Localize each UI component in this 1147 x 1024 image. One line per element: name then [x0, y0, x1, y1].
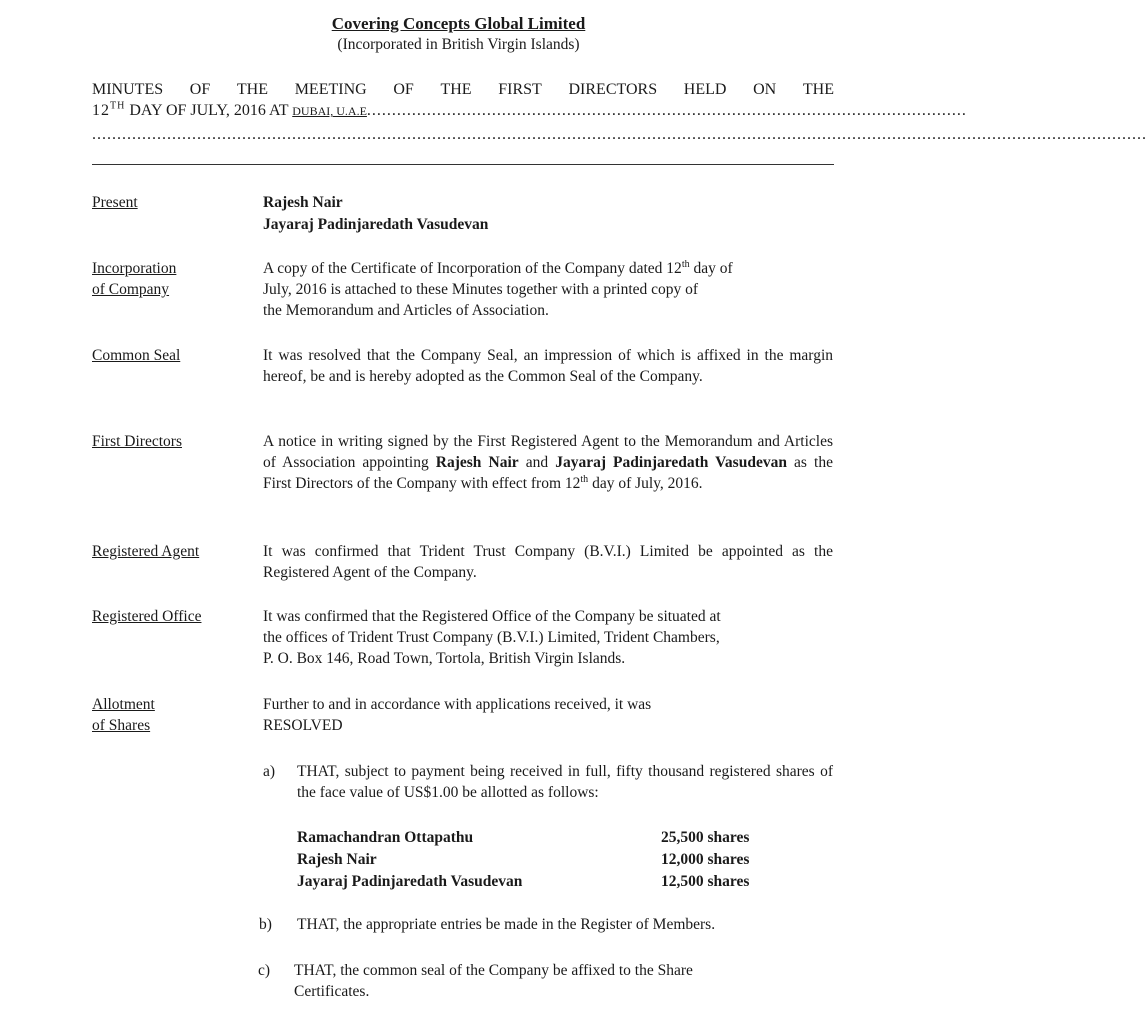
incorporation-text-a: A copy of the Certificate of Incorporation of the Company dated 12 [263, 260, 682, 277]
first-directors-name-2: Jayaraj Padinjaredath Vasudevan [555, 454, 787, 471]
heading-word: DIRECTORS [568, 81, 658, 98]
meeting-date-day: 12 [92, 102, 110, 119]
first-directors-text-d: day of July, 2016. [588, 475, 703, 492]
registered-office-line2: the offices of Trident Trust Company (B.V.I.) Limited, Trident Chambers, [263, 629, 720, 646]
label-incorporation-2: of Company [92, 281, 170, 298]
allottee-name: Ramachandran Ottapathu [297, 829, 474, 846]
first-directors-sup: th [580, 473, 589, 485]
heading-word: THE [802, 81, 834, 98]
heading-word: ON [753, 81, 777, 98]
item-b-text: THAT, the appropriate entries be made in the Register of Members. [297, 916, 716, 933]
label-present: Present [92, 194, 138, 211]
label-allotment: Allotment [92, 696, 155, 713]
incorporation-text-b: day of [689, 260, 733, 277]
heading-word: OF [393, 81, 414, 98]
meeting-place: DUBAI, U.A.E [292, 104, 367, 118]
company-title: Covering Concepts Global Limited [331, 14, 586, 33]
first-directors-text-a: A notice in writing signed by the First Registered Agent to the Memorandum and Articles of Association appointing [263, 433, 833, 471]
incorporation-text-line3: the Memorandum and Articles of Association. [263, 302, 549, 319]
item-a-text: THAT, subject to payment being received in full, fifty thousand registered shares of the face value of US$1.00 be allotted as follows: [297, 763, 833, 801]
first-directors-text-b: and [518, 454, 556, 471]
heading-word: MEETING [294, 81, 367, 98]
incorporation-text-line2: July, 2016 is attached to these Minutes together with a printed copy of [263, 281, 699, 298]
present-name-2: Jayaraj Padinjaredath Vasudevan [263, 216, 489, 233]
meeting-date-rest: DAY OF JULY, 2016 AT [125, 102, 293, 119]
heading-word: HELD [683, 81, 727, 98]
registered-office-line3: P. O. Box 146, Road Town, Tortola, British Virgin Islands. [263, 650, 626, 667]
first-directors-text [263, 431, 833, 494]
first-directors-text-c: as the First Directors of the Company with effect from 12 [263, 454, 833, 492]
common-seal-text: It was resolved that the Company Seal, an impression of which is affixed in the margin hereof, be and is hereby adopted as the Common Seal of the Company. [263, 347, 833, 385]
label-registered-office: Registered Office [92, 608, 202, 625]
meeting-date-sup: TH [110, 100, 126, 112]
heading-word: THE [236, 81, 269, 98]
heading-word: MINUTES [92, 81, 164, 98]
present-name-1: Rajesh Nair [263, 194, 343, 211]
allottee-shares: 12,500 shares [661, 873, 750, 890]
incorporation-text-line1 [263, 258, 833, 279]
item-c-line1: THAT, the common seal of the Company be affixed to the Share [294, 962, 693, 979]
allotment-intro-line1: Further to and in accordance with applications received, it was [263, 696, 652, 713]
label-allotment-2: of Shares [92, 717, 151, 734]
label-common-seal: Common Seal [92, 347, 181, 364]
item-b-letter: b) [259, 916, 272, 933]
allottee-name: Jayaraj Padinjaredath Vasudevan [297, 873, 523, 890]
heading-word: OF [189, 81, 211, 98]
heading-word: THE [440, 81, 472, 98]
item-a-letter: a) [263, 763, 276, 780]
heading-divider [92, 164, 834, 165]
label-first-directors: First Directors [92, 433, 182, 450]
label-incorporation: Incorporation [92, 260, 177, 277]
incorporation-sup: th [681, 258, 690, 270]
dotted-fill: ........................................................................................................................ [366, 102, 967, 119]
registered-agent-text: It was confirmed that Trident Trust Company (B.V.I.) Limited be appointed as the Registered Agent of the Company. [263, 543, 833, 581]
item-c-line2: Certificates. [294, 983, 370, 1000]
item-c-letter: c) [258, 962, 271, 979]
heading-word: FIRST [498, 81, 542, 98]
incorporation-subtitle: (Incorporated in British Virgin Islands) [337, 36, 580, 53]
allottee-shares: 12,000 shares [661, 851, 750, 868]
dotted-line: ................................................................................................................................................................................................................... [92, 126, 1147, 143]
meeting-heading-line2 [92, 100, 967, 122]
allottee-shares: 25,500 shares [661, 829, 750, 846]
meeting-heading-line1 [92, 79, 834, 100]
registered-office-line1: It was confirmed that the Registered Office of the Company be situated at [263, 608, 721, 625]
allottee-name: Rajesh Nair [297, 851, 377, 868]
first-directors-name-1: Rajesh Nair [435, 454, 519, 471]
allotment-intro-line2: RESOLVED [263, 717, 343, 734]
label-registered-agent: Registered Agent [92, 543, 200, 560]
